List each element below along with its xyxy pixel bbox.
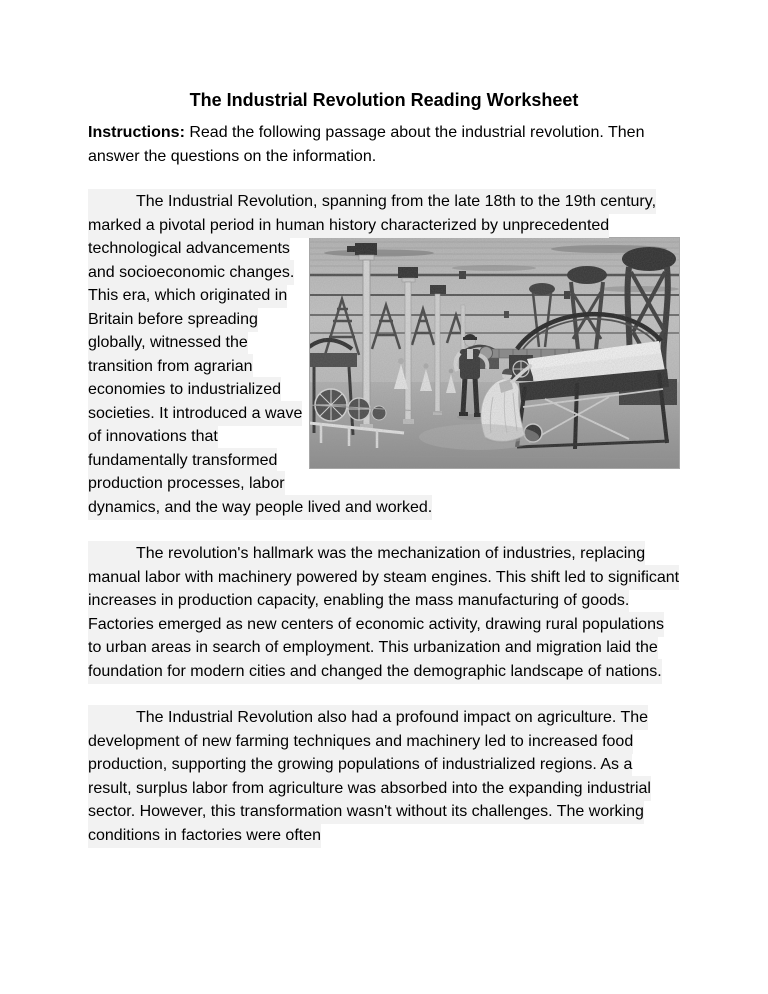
paragraph-2-text: The revolution's hallmark was the mechanization of industries, replacing manual labor with machinery powered by steam engines. This shift led to significant increases in production capacity, enabling the mass manufacturing of goods. Factories emerged as new centers of economic activity, drawing rural populations to urban areas in search of employment. This urbanization and migration laid the foundation for modern cities and changed the demographic landscape of nations.	[88, 545, 680, 680]
factory-illustration	[309, 237, 680, 469]
instructions-label: Instructions:	[88, 124, 185, 141]
factory-engraving-image	[309, 237, 680, 469]
paragraph-3-text: The Industrial Revolution also had a profound impact on agriculture. The development of new farming techniques and machinery led to increased food production, supporting the growing populations of industrialized regions. As a result, surplus labor from agriculture was absorbed into the expanding industrial sector. However, this transformation wasn't without its challenges. The working conditions in factories were often	[88, 709, 651, 844]
instructions	[88, 121, 653, 168]
instructions-text: Read the following passage about the industrial revolution. Then answer the questions on the information.	[88, 124, 645, 165]
paragraph-1-text-start: The Industrial Revolution, spanning from the late 18th to the 19th century, marked a pivotal period in human history characterized by	[88, 193, 657, 234]
passage-paragraph-2	[88, 542, 680, 683]
first-line-indent	[88, 721, 136, 722]
passage-paragraph-1	[88, 190, 680, 519]
first-line-indent	[88, 557, 136, 558]
passage-paragraph-3	[88, 706, 680, 847]
page-title: The Industrial Revolution Reading Worksheet	[189, 90, 579, 110]
paragraph-1-text-rest: unprecedented technological advancements and socioeconomic changes. This era, which originated in Britain before spreading globally, witnessed the transition from agrarian economies to industrialized societies. It introduced a wave of innovations that fundamentally transformed production processes, labor dynamics, and the way people lived and worked.	[88, 213, 609, 520]
first-line-indent	[88, 205, 136, 206]
